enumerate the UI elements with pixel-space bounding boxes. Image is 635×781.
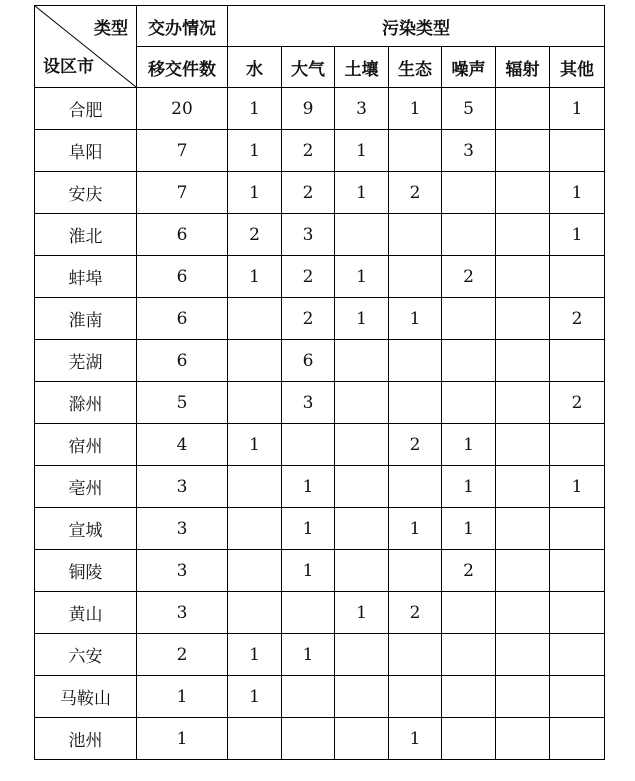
soil-cell — [335, 214, 389, 256]
eco-cell: 1 — [389, 508, 442, 550]
radiation-cell — [496, 592, 550, 634]
soil-cell — [335, 634, 389, 676]
other-cell — [550, 340, 605, 382]
noise-cell: 5 — [442, 88, 496, 130]
table-row — [35, 382, 605, 424]
radiation-cell — [496, 676, 550, 718]
table-row — [35, 340, 605, 382]
air-cell — [282, 424, 335, 466]
radiation-cell — [496, 550, 550, 592]
other-cell — [550, 592, 605, 634]
soil-cell: 1 — [335, 130, 389, 172]
city-cell: 黄山 — [35, 592, 137, 634]
diag-top-label: 类型 — [94, 19, 128, 39]
table-body — [35, 88, 605, 760]
air-cell — [282, 676, 335, 718]
radiation-cell — [496, 508, 550, 550]
noise-cell: 1 — [442, 466, 496, 508]
other-cell — [550, 550, 605, 592]
type-soil: 土壤 — [335, 47, 389, 88]
eco-cell — [389, 382, 442, 424]
air-cell: 2 — [282, 130, 335, 172]
radiation-cell — [496, 340, 550, 382]
count-cell: 4 — [137, 424, 228, 466]
count-cell: 6 — [137, 214, 228, 256]
radiation-cell — [496, 382, 550, 424]
table-row — [35, 172, 605, 214]
type-radiation: 辐射 — [496, 47, 550, 88]
table-row — [35, 130, 605, 172]
air-cell: 2 — [282, 172, 335, 214]
water-cell — [228, 718, 282, 760]
noise-cell — [442, 382, 496, 424]
eco-cell — [389, 256, 442, 298]
soil-cell — [335, 508, 389, 550]
noise-cell — [442, 340, 496, 382]
water-cell: 1 — [228, 172, 282, 214]
water-cell: 1 — [228, 634, 282, 676]
noise-cell — [442, 718, 496, 760]
water-cell: 1 — [228, 676, 282, 718]
water-cell — [228, 382, 282, 424]
air-cell: 1 — [282, 508, 335, 550]
radiation-cell — [496, 466, 550, 508]
eco-cell — [389, 130, 442, 172]
pollution-title: 污染类型 — [228, 6, 605, 47]
radiation-cell — [496, 130, 550, 172]
city-cell: 芜湖 — [35, 340, 137, 382]
other-cell: 2 — [550, 382, 605, 424]
table-row — [35, 592, 605, 634]
other-cell — [550, 676, 605, 718]
eco-cell: 2 — [389, 172, 442, 214]
other-cell — [550, 130, 605, 172]
count-cell: 6 — [137, 256, 228, 298]
water-cell: 2 — [228, 214, 282, 256]
other-cell: 2 — [550, 298, 605, 340]
count-cell: 3 — [137, 466, 228, 508]
soil-cell: 1 — [335, 298, 389, 340]
table-row — [35, 256, 605, 298]
radiation-cell — [496, 172, 550, 214]
soil-cell: 1 — [335, 256, 389, 298]
water-cell — [228, 592, 282, 634]
city-cell: 池州 — [35, 718, 137, 760]
eco-cell — [389, 550, 442, 592]
eco-cell — [389, 340, 442, 382]
type-eco: 生态 — [389, 47, 442, 88]
eco-cell — [389, 634, 442, 676]
city-cell: 六安 — [35, 634, 137, 676]
soil-cell — [335, 718, 389, 760]
city-cell: 亳州 — [35, 466, 137, 508]
count-cell: 2 — [137, 634, 228, 676]
table-row — [35, 676, 605, 718]
soil-cell — [335, 382, 389, 424]
table-row — [35, 214, 605, 256]
air-cell — [282, 592, 335, 634]
noise-cell: 3 — [442, 130, 496, 172]
other-cell — [550, 634, 605, 676]
water-cell — [228, 298, 282, 340]
air-cell: 1 — [282, 466, 335, 508]
type-noise: 噪声 — [442, 47, 496, 88]
city-cell: 淮北 — [35, 214, 137, 256]
count-cell: 1 — [137, 718, 228, 760]
count-cell: 5 — [137, 382, 228, 424]
radiation-cell — [496, 634, 550, 676]
air-cell: 3 — [282, 382, 335, 424]
count-cell: 1 — [137, 676, 228, 718]
soil-cell — [335, 676, 389, 718]
air-cell: 2 — [282, 256, 335, 298]
radiation-cell — [496, 88, 550, 130]
eco-cell: 1 — [389, 88, 442, 130]
water-cell: 1 — [228, 88, 282, 130]
city-cell: 淮南 — [35, 298, 137, 340]
city-cell: 宿州 — [35, 424, 137, 466]
city-cell: 合肥 — [35, 88, 137, 130]
table-row — [35, 634, 605, 676]
noise-cell — [442, 172, 496, 214]
water-cell — [228, 466, 282, 508]
table-row — [35, 550, 605, 592]
soil-cell — [335, 340, 389, 382]
other-cell — [550, 256, 605, 298]
water-cell — [228, 340, 282, 382]
soil-cell — [335, 550, 389, 592]
air-cell: 1 — [282, 550, 335, 592]
noise-cell — [442, 676, 496, 718]
soil-cell: 1 — [335, 592, 389, 634]
eco-cell: 2 — [389, 424, 442, 466]
count-cell: 6 — [137, 298, 228, 340]
radiation-cell — [496, 718, 550, 760]
air-cell: 9 — [282, 88, 335, 130]
transfer-sub: 移交件数 — [137, 47, 228, 88]
eco-cell — [389, 466, 442, 508]
air-cell: 1 — [282, 634, 335, 676]
other-cell — [550, 424, 605, 466]
type-air: 大气 — [282, 47, 335, 88]
count-cell: 3 — [137, 592, 228, 634]
count-cell: 20 — [137, 88, 228, 130]
count-cell: 3 — [137, 508, 228, 550]
water-cell — [228, 508, 282, 550]
air-cell: 6 — [282, 340, 335, 382]
city-cell: 阜阳 — [35, 130, 137, 172]
diag-bottom-label: 设区市 — [43, 57, 94, 77]
other-cell: 1 — [550, 466, 605, 508]
other-cell: 1 — [550, 214, 605, 256]
eco-cell: 2 — [389, 592, 442, 634]
table-row — [35, 508, 605, 550]
water-cell: 1 — [228, 256, 282, 298]
soil-cell: 1 — [335, 172, 389, 214]
pollution-table-container — [34, 5, 604, 760]
air-cell — [282, 718, 335, 760]
table-row — [35, 88, 605, 130]
other-cell — [550, 508, 605, 550]
type-water: 水 — [228, 47, 282, 88]
water-cell: 1 — [228, 424, 282, 466]
soil-cell — [335, 424, 389, 466]
radiation-cell — [496, 424, 550, 466]
noise-cell — [442, 634, 496, 676]
soil-cell: 3 — [335, 88, 389, 130]
other-cell — [550, 718, 605, 760]
count-cell: 3 — [137, 550, 228, 592]
radiation-cell — [496, 256, 550, 298]
other-cell: 1 — [550, 88, 605, 130]
city-cell: 铜陵 — [35, 550, 137, 592]
eco-cell — [389, 676, 442, 718]
pollution-table — [34, 5, 605, 760]
table-row — [35, 466, 605, 508]
air-cell: 2 — [282, 298, 335, 340]
noise-cell — [442, 592, 496, 634]
eco-cell: 1 — [389, 718, 442, 760]
noise-cell: 1 — [442, 424, 496, 466]
table-row — [35, 718, 605, 760]
other-cell: 1 — [550, 172, 605, 214]
type-other: 其他 — [550, 47, 605, 88]
city-cell: 马鞍山 — [35, 676, 137, 718]
eco-cell: 1 — [389, 298, 442, 340]
diagonal-header-cell — [35, 6, 137, 88]
table-row — [35, 424, 605, 466]
water-cell: 1 — [228, 130, 282, 172]
noise-cell: 2 — [442, 256, 496, 298]
count-cell: 7 — [137, 172, 228, 214]
noise-cell — [442, 214, 496, 256]
radiation-cell — [496, 214, 550, 256]
eco-cell — [389, 214, 442, 256]
count-cell: 6 — [137, 340, 228, 382]
water-cell — [228, 550, 282, 592]
table-row — [35, 298, 605, 340]
city-cell: 宣城 — [35, 508, 137, 550]
city-cell: 安庆 — [35, 172, 137, 214]
noise-cell: 1 — [442, 508, 496, 550]
transfer-title: 交办情况 — [137, 6, 228, 47]
soil-cell — [335, 466, 389, 508]
air-cell: 3 — [282, 214, 335, 256]
count-cell: 7 — [137, 130, 228, 172]
city-cell: 蚌埠 — [35, 256, 137, 298]
radiation-cell — [496, 298, 550, 340]
noise-cell: 2 — [442, 550, 496, 592]
noise-cell — [442, 298, 496, 340]
city-cell: 滁州 — [35, 382, 137, 424]
